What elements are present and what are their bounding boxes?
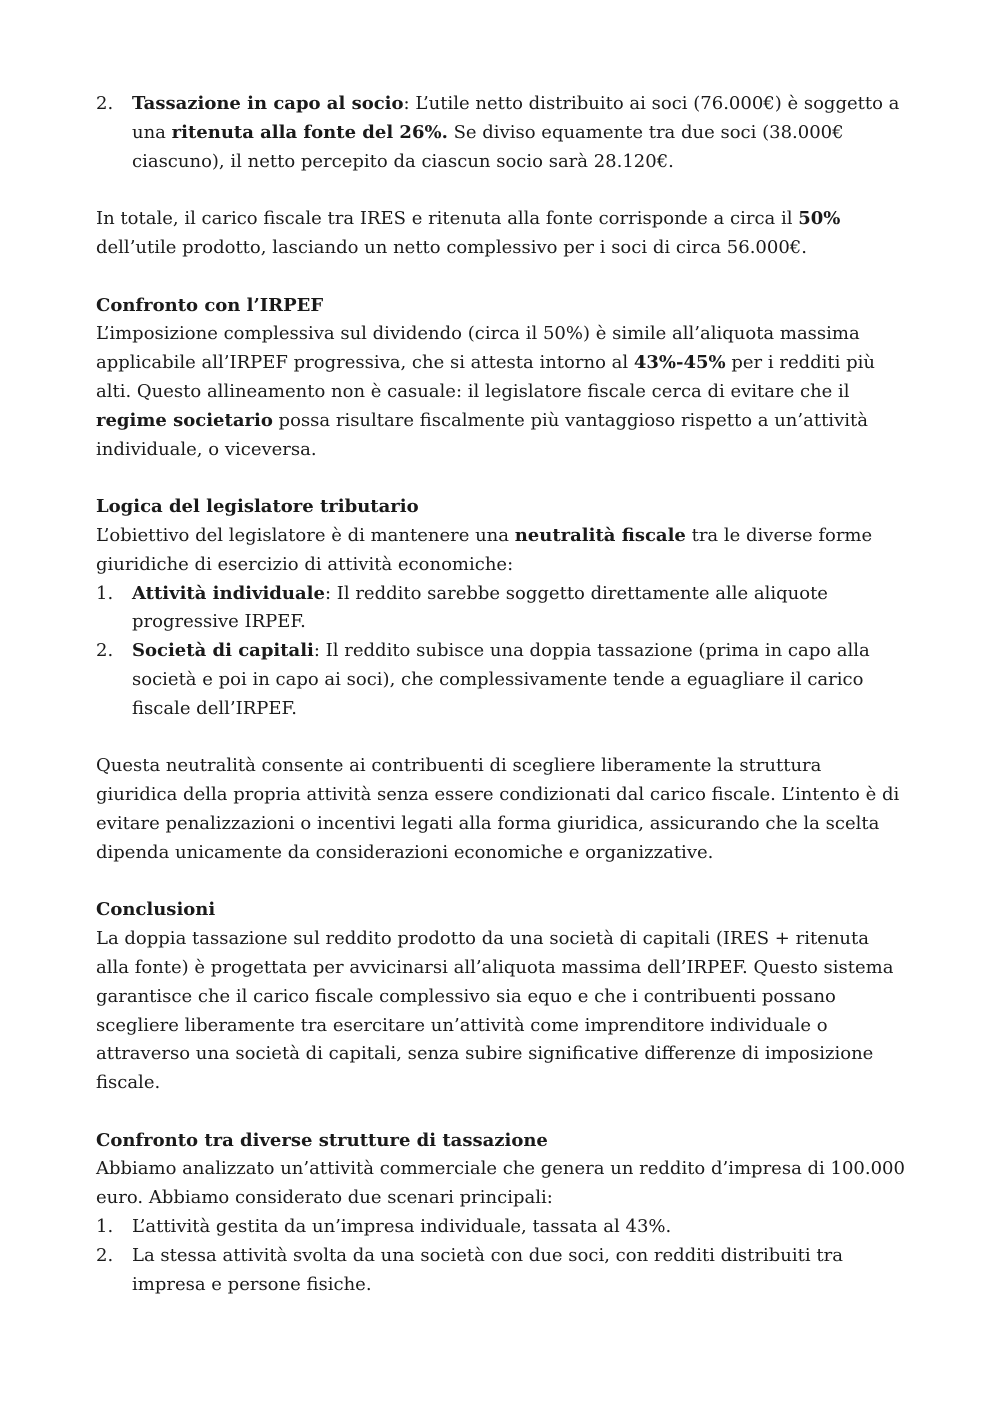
text-run: La stessa attività svolta da una società con due soci, con redditi distribuiti tra impresa e persone fisiche. bbox=[132, 1244, 843, 1295]
text-run: tra le diverse forme giuridiche di esercizio di attività economiche: bbox=[96, 524, 873, 575]
list-number: 1. bbox=[96, 1216, 114, 1238]
list-number: 2. bbox=[96, 93, 114, 114]
paragraph-logica bbox=[96, 522, 906, 580]
bold-term: Tassazione in capo al socio bbox=[132, 93, 404, 114]
paragraph-totale bbox=[96, 205, 906, 263]
bold-term: 43%-45% bbox=[633, 352, 726, 374]
bold-term: neutralità fiscale bbox=[514, 524, 686, 546]
list-logica bbox=[96, 580, 906, 724]
text-run: In totale, il carico fiscale tra IRES e ritenuta alla fonte corrisponde a circa il bbox=[96, 208, 799, 230]
text-run: per i redditi più alti. Questo allineamento non è casuale: il legislatore fiscale cerca di evitare che il bbox=[96, 352, 875, 402]
list-item bbox=[96, 580, 906, 638]
text-run: Se diviso equamente tra due soci (38.000€ ciascuno), il netto percepito da ciascun socio sarà 28.120€. bbox=[132, 121, 844, 172]
bold-term: ritenuta alla fonte del 26%. bbox=[171, 121, 448, 143]
document-page bbox=[96, 90, 906, 1299]
bold-term: Attività individuale bbox=[132, 582, 325, 604]
list-number: 2. bbox=[96, 1244, 114, 1266]
section-heading-logica: Logica del legislatore tributario bbox=[96, 496, 419, 518]
list-confronto bbox=[96, 1213, 906, 1299]
list-tassazione bbox=[96, 90, 906, 176]
bold-term: Società di capitali bbox=[132, 640, 314, 662]
section-heading-irpef: Confronto con l’IRPEF bbox=[96, 294, 324, 316]
list-item bbox=[96, 637, 906, 723]
text-run: : Il reddito subisce una doppia tassazione (prima in capo alla società e poi in capo ai soci), che complessivamente tende a eguagliare il carico fiscale dell’IRPEF. bbox=[132, 640, 870, 719]
list-number: 2. bbox=[96, 640, 114, 662]
text-run: L’obiettivo del legislatore è di mantenere una bbox=[96, 524, 515, 546]
bold-term: regime societario bbox=[96, 409, 273, 431]
text-run: dell’utile prodotto, lasciando un netto complessivo per i soci di circa 56.000€. bbox=[96, 236, 807, 258]
paragraph-confronto: Abbiamo analizzato un’attività commerciale che genera un reddito d’impresa di 100.000 euro. Abbiamo considerato due scenari principali: bbox=[96, 1158, 905, 1209]
paragraph-neutralita: Questa neutralità consente ai contribuenti di scegliere liberamente la struttura giuridica della propria attività senza essere condizionati dal carico fiscale. L’intento è di evitare penalizzazioni o incentivi legati alla forma giuridica, assicurando che la scelta dipenda unicamente da considerazioni economiche e organizzative. bbox=[96, 755, 900, 863]
text-run: possa risultare fiscalmente più vantaggioso rispetto a un’attività individuale, o viceversa. bbox=[96, 409, 868, 460]
list-item bbox=[96, 1242, 906, 1300]
text-run: L’imposizione complessiva sul dividendo (circa il 50%) è simile all’aliquota massima applicabile all’IRPEF progressiva, che si attesta intorno al bbox=[96, 323, 860, 374]
text-run: : L’utile netto distribuito ai soci (76.000€) è soggetto a una bbox=[132, 93, 900, 143]
list-number: 1. bbox=[96, 582, 114, 604]
list-item bbox=[96, 1213, 906, 1242]
section-heading-confronto: Confronto tra diverse strutture di tassazione bbox=[96, 1129, 548, 1151]
list-item bbox=[96, 90, 906, 176]
section-heading-conclusioni: Conclusioni bbox=[96, 899, 216, 921]
text-run: L’attività gestita da un’impresa individuale, tassata al 43%. bbox=[132, 1216, 672, 1238]
text-run: : Il reddito sarebbe soggetto direttamente alle aliquote progressive IRPEF. bbox=[132, 582, 828, 633]
paragraph-conclusioni: La doppia tassazione sul reddito prodotto da una società di capitali (IRES + ritenuta alla fonte) è progettata per avvicinarsi all’aliquota massima dell’IRPEF. Questo sistema garantisce che il carico fiscale complessivo sia equo e che i contribuenti possano scegliere liberamente tra esercitare un’attività come imprenditore individuale o attraverso una società di capitali, senza subire significative differenze di imposizione fiscale. bbox=[96, 928, 894, 1094]
bold-term: 50% bbox=[798, 208, 841, 230]
paragraph-irpef bbox=[96, 320, 906, 464]
